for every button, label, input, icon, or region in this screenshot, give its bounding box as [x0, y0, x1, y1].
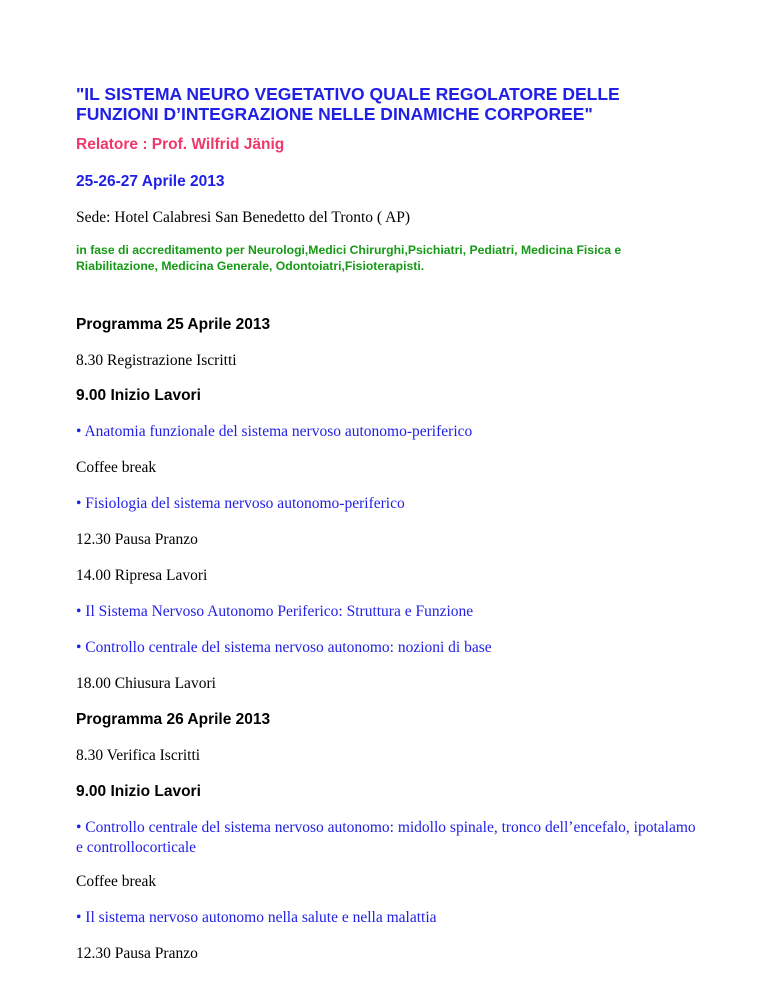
speaker: Relatore : Prof. Wilfrid Jänig [76, 136, 285, 153]
day2-coffee-break: Coffee break [76, 873, 157, 890]
day2-topic-1 [76, 818, 716, 858]
accreditation-line-1: in fase di accreditamento per Neurologi,Medici Chirurghi,Psichiatri, Pediatri, Medicina Fisica e [76, 243, 622, 257]
day2-topic-1-line-1: • Controllo centrale del sistema nervoso autonomo: midollo spinale, tronco dell’encefalo, ipotalamo [76, 819, 696, 836]
day2-lunch: 12.30 Pausa Pranzo [76, 945, 198, 962]
venue: Sede: Hotel Calabresi San Benedetto del Tronto ( AP) [76, 209, 411, 226]
day2-registration: 8.30 Verifica Iscritti [76, 747, 201, 764]
day1-resume: 14.00 Ripresa Lavori [76, 567, 208, 584]
day1-topic-4: • Controllo centrale del sistema nervoso autonomo: nozioni di base [76, 639, 492, 656]
day1-topic-3: • Il Sistema Nervoso Autonomo Periferico: Struttura e Funzione [76, 603, 474, 620]
page-title [76, 84, 676, 124]
event-dates: 25-26-27 Aprile 2013 [76, 173, 225, 190]
day1-coffee-break: Coffee break [76, 459, 157, 476]
title-line-1: "IL SISTEMA NEURO VEGETATIVO QUALE REGOLATORE DELLE [76, 84, 620, 104]
day1-heading: Programma 25 Aprile 2013 [76, 316, 271, 333]
accreditation-line-2: Riabilitazione, Medicina Generale, Odontoiatri,Fisioterapisti. [76, 259, 425, 273]
day2-heading: Programma 26 Aprile 2013 [76, 711, 271, 728]
day1-lunch: 12.30 Pausa Pranzo [76, 531, 198, 548]
day1-topic-2: • Fisiologia del sistema nervoso autonomo-periferico [76, 495, 405, 512]
day1-registration: 8.30 Registrazione Iscritti [76, 352, 237, 369]
day2-start: 9.00 Inizio Lavori [76, 783, 201, 800]
title-line-2: FUNZIONI D’INTEGRAZIONE NELLE DINAMICHE CORPOREE" [76, 104, 593, 124]
day1-close: 18.00 Chiusura Lavori [76, 675, 216, 692]
day2-topic-1-line-2: e controllocorticale [76, 839, 197, 856]
day2-topic-2: • Il sistema nervoso autonomo nella salute e nella malattia [76, 909, 437, 926]
accreditation-note [76, 242, 696, 274]
day1-topic-1: • Anatomia funzionale del sistema nervoso autonomo-periferico [76, 423, 473, 440]
day1-start: 9.00 Inizio Lavori [76, 387, 201, 404]
